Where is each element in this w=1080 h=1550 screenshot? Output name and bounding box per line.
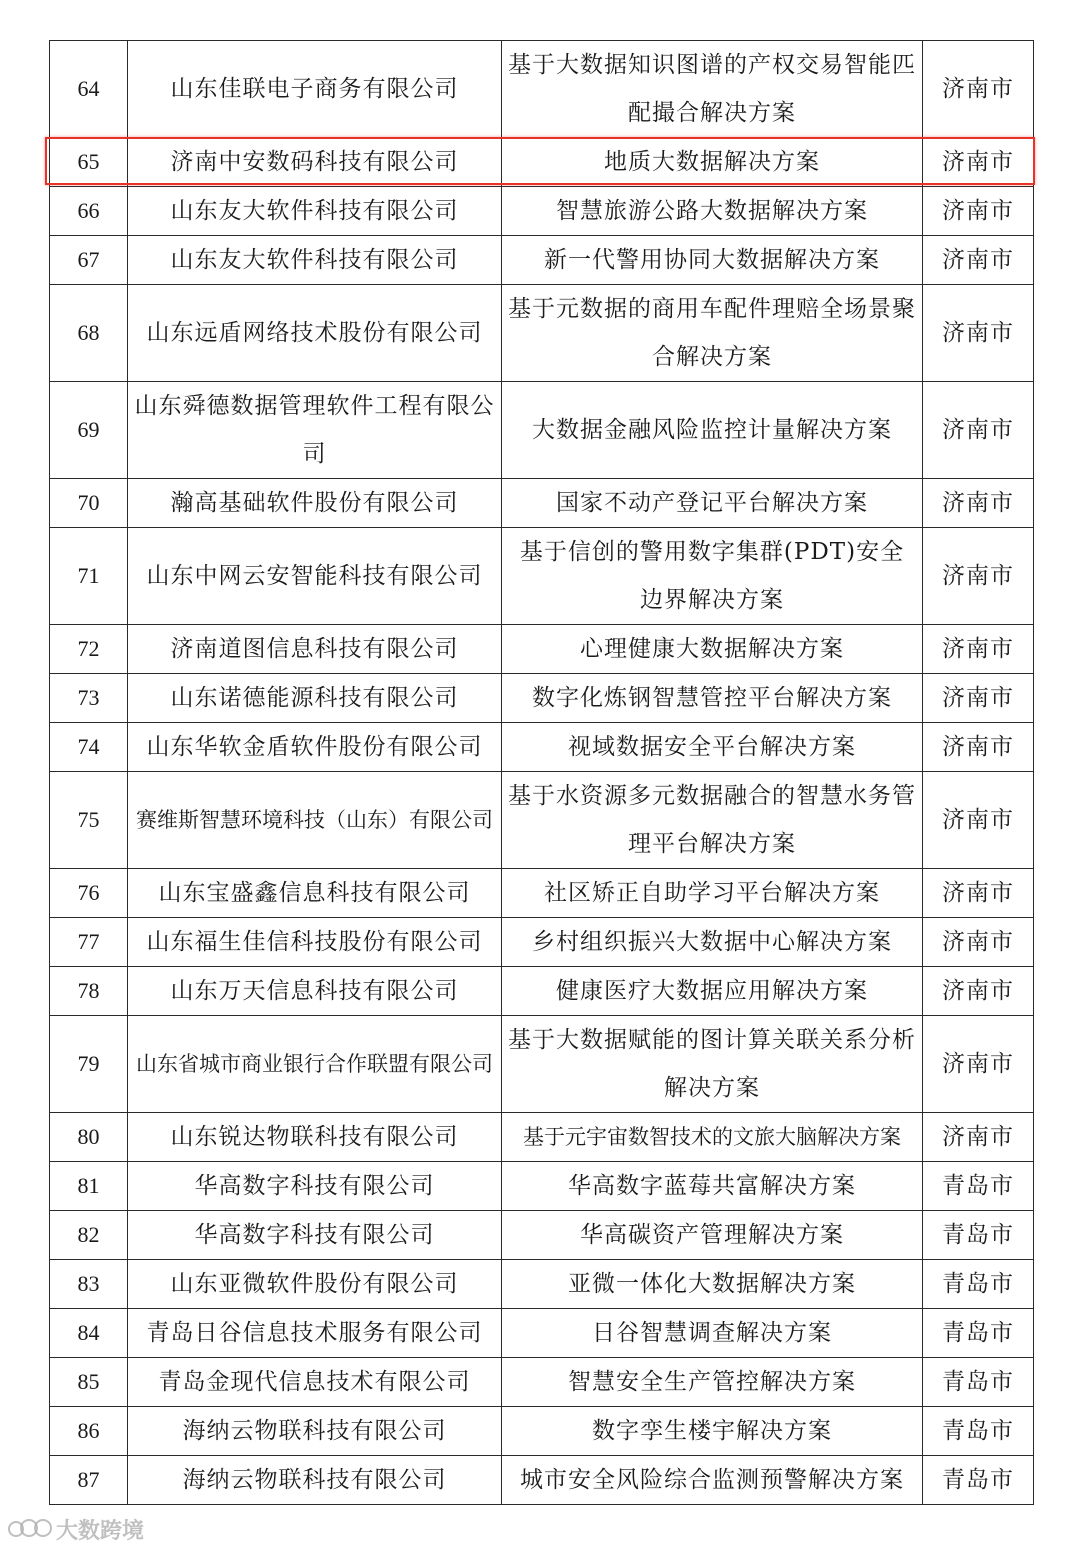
- company-name: 青岛金现代信息技术有限公司: [128, 1358, 502, 1407]
- company-name: 山东友大软件科技有限公司: [128, 236, 502, 285]
- solution-name: 数字化炼钢智慧管控平台解决方案: [502, 674, 923, 723]
- table-row: [50, 967, 1034, 1016]
- row-number: 68: [50, 285, 128, 382]
- table-row: [50, 528, 1034, 625]
- city: 济南市: [923, 625, 1034, 674]
- row-number: 84: [50, 1309, 128, 1358]
- watermark-logo-icon: [8, 1517, 52, 1543]
- solution-name: 城市安全风险综合监测预警解决方案: [502, 1456, 923, 1505]
- table-row: [50, 869, 1034, 918]
- row-number: 76: [50, 869, 128, 918]
- city: 济南市: [923, 723, 1034, 772]
- table-body: [50, 41, 1034, 1505]
- city: 济南市: [923, 236, 1034, 285]
- table-row: [50, 772, 1034, 869]
- company-name: 山东宝盛鑫信息科技有限公司: [128, 869, 502, 918]
- solution-name: 基于元数据的商用车配件理赔全场景聚合解决方案: [502, 285, 923, 382]
- solution-name: 华高数字蓝莓共富解决方案: [502, 1162, 923, 1211]
- row-number: 67: [50, 236, 128, 285]
- table-row: [50, 187, 1034, 236]
- solution-name: 大数据金融风险监控计量解决方案: [502, 382, 923, 479]
- company-name: 华高数字科技有限公司: [128, 1211, 502, 1260]
- solution-name: 社区矫正自助学习平台解决方案: [502, 869, 923, 918]
- company-name: 济南道图信息科技有限公司: [128, 625, 502, 674]
- solution-name: 华高碳资产管理解决方案: [502, 1211, 923, 1260]
- table-row: [50, 41, 1034, 138]
- city: 青岛市: [923, 1162, 1034, 1211]
- company-name: 山东佳联电子商务有限公司: [128, 41, 502, 138]
- city: 济南市: [923, 41, 1034, 138]
- city: 济南市: [923, 967, 1034, 1016]
- solution-name: 基于元宇宙数智技术的文旅大脑解决方案: [502, 1113, 923, 1162]
- solution-name: 基于水资源多元数据融合的智慧水务管理平台解决方案: [502, 772, 923, 869]
- company-name: 山东友大软件科技有限公司: [128, 187, 502, 236]
- row-number: 87: [50, 1456, 128, 1505]
- solution-name: 地质大数据解决方案: [502, 138, 923, 187]
- city: 济南市: [923, 528, 1034, 625]
- watermark: [8, 1514, 144, 1545]
- company-name: 山东华软金盾软件股份有限公司: [128, 723, 502, 772]
- company-name: 山东万天信息科技有限公司: [128, 967, 502, 1016]
- row-number: 73: [50, 674, 128, 723]
- city: 济南市: [923, 285, 1034, 382]
- solution-name: 视域数据安全平台解决方案: [502, 723, 923, 772]
- company-name: 山东中网云安智能科技有限公司: [128, 528, 502, 625]
- city: 青岛市: [923, 1407, 1034, 1456]
- solution-name: 国家不动产登记平台解决方案: [502, 479, 923, 528]
- row-number: 65: [50, 138, 128, 187]
- row-number: 70: [50, 479, 128, 528]
- company-name: 山东福生佳信科技股份有限公司: [128, 918, 502, 967]
- solution-name: 基于大数据赋能的图计算关联关系分析解决方案: [502, 1016, 923, 1113]
- table-row: [50, 1211, 1034, 1260]
- company-name: 山东省城市商业银行合作联盟有限公司: [128, 1016, 502, 1113]
- row-number: 81: [50, 1162, 128, 1211]
- city: 青岛市: [923, 1309, 1034, 1358]
- watermark-text: 大数跨境: [56, 1519, 145, 1544]
- row-number: 64: [50, 41, 128, 138]
- table-row: [50, 1407, 1034, 1456]
- company-name: 济南中安数码科技有限公司: [128, 138, 502, 187]
- row-number: 75: [50, 772, 128, 869]
- table-row: [50, 674, 1034, 723]
- company-name: 海纳云物联科技有限公司: [128, 1456, 502, 1505]
- solution-name: 亚微一体化大数据解决方案: [502, 1260, 923, 1309]
- table-row: [50, 1016, 1034, 1113]
- row-number: 66: [50, 187, 128, 236]
- table-row: [50, 1309, 1034, 1358]
- row-number: 82: [50, 1211, 128, 1260]
- table-row: [50, 236, 1034, 285]
- solution-name: 智慧安全生产管控解决方案: [502, 1358, 923, 1407]
- table-row: [50, 285, 1034, 382]
- table-row: [50, 625, 1034, 674]
- row-number: 69: [50, 382, 128, 479]
- company-name: 华高数字科技有限公司: [128, 1162, 502, 1211]
- solution-name: 基于信创的警用数字集群(PDT)安全边界解决方案: [502, 528, 923, 625]
- city: 青岛市: [923, 1211, 1034, 1260]
- company-name: 山东诺德能源科技有限公司: [128, 674, 502, 723]
- row-number: 78: [50, 967, 128, 1016]
- table-row: [50, 1456, 1034, 1505]
- company-name: 山东远盾网络技术股份有限公司: [128, 285, 502, 382]
- table-row: [50, 918, 1034, 967]
- company-name: 青岛日谷信息技术服务有限公司: [128, 1309, 502, 1358]
- row-number: 80: [50, 1113, 128, 1162]
- table-row: [50, 723, 1034, 772]
- city: 济南市: [923, 772, 1034, 869]
- company-name: 山东舜德数据管理软件工程有限公司: [128, 382, 502, 479]
- table-row: [50, 138, 1034, 187]
- row-number: 85: [50, 1358, 128, 1407]
- company-name: 赛维斯智慧环境科技（山东）有限公司: [128, 772, 502, 869]
- city: 济南市: [923, 479, 1034, 528]
- table-row: [50, 479, 1034, 528]
- row-number: 86: [50, 1407, 128, 1456]
- company-name: 山东锐达物联科技有限公司: [128, 1113, 502, 1162]
- solution-name: 健康医疗大数据应用解决方案: [502, 967, 923, 1016]
- city: 济南市: [923, 918, 1034, 967]
- solution-name: 乡村组织振兴大数据中心解决方案: [502, 918, 923, 967]
- solution-name: 日谷智慧调查解决方案: [502, 1309, 923, 1358]
- company-name: 海纳云物联科技有限公司: [128, 1407, 502, 1456]
- row-number: 79: [50, 1016, 128, 1113]
- table-row: [50, 1260, 1034, 1309]
- city: 青岛市: [923, 1456, 1034, 1505]
- city: 济南市: [923, 138, 1034, 187]
- row-number: 72: [50, 625, 128, 674]
- table-row: [50, 1113, 1034, 1162]
- city: 青岛市: [923, 1358, 1034, 1407]
- city: 济南市: [923, 1113, 1034, 1162]
- city: 济南市: [923, 382, 1034, 479]
- solution-name: 心理健康大数据解决方案: [502, 625, 923, 674]
- solution-name: 智慧旅游公路大数据解决方案: [502, 187, 923, 236]
- solution-name: 数字孪生楼宇解决方案: [502, 1407, 923, 1456]
- table-row: [50, 1162, 1034, 1211]
- row-number: 74: [50, 723, 128, 772]
- solution-name: 基于大数据知识图谱的产权交易智能匹配撮合解决方案: [502, 41, 923, 138]
- city: 济南市: [923, 187, 1034, 236]
- company-name: 瀚高基础软件股份有限公司: [128, 479, 502, 528]
- solution-name: 新一代警用协同大数据解决方案: [502, 236, 923, 285]
- company-name: 山东亚微软件股份有限公司: [128, 1260, 502, 1309]
- city: 济南市: [923, 674, 1034, 723]
- city: 青岛市: [923, 1260, 1034, 1309]
- row-number: 83: [50, 1260, 128, 1309]
- table-row: [50, 382, 1034, 479]
- table-row: [50, 1358, 1034, 1407]
- row-number: 77: [50, 918, 128, 967]
- city: 济南市: [923, 869, 1034, 918]
- row-number: 71: [50, 528, 128, 625]
- city: 济南市: [923, 1016, 1034, 1113]
- solutions-table: [49, 40, 1034, 1505]
